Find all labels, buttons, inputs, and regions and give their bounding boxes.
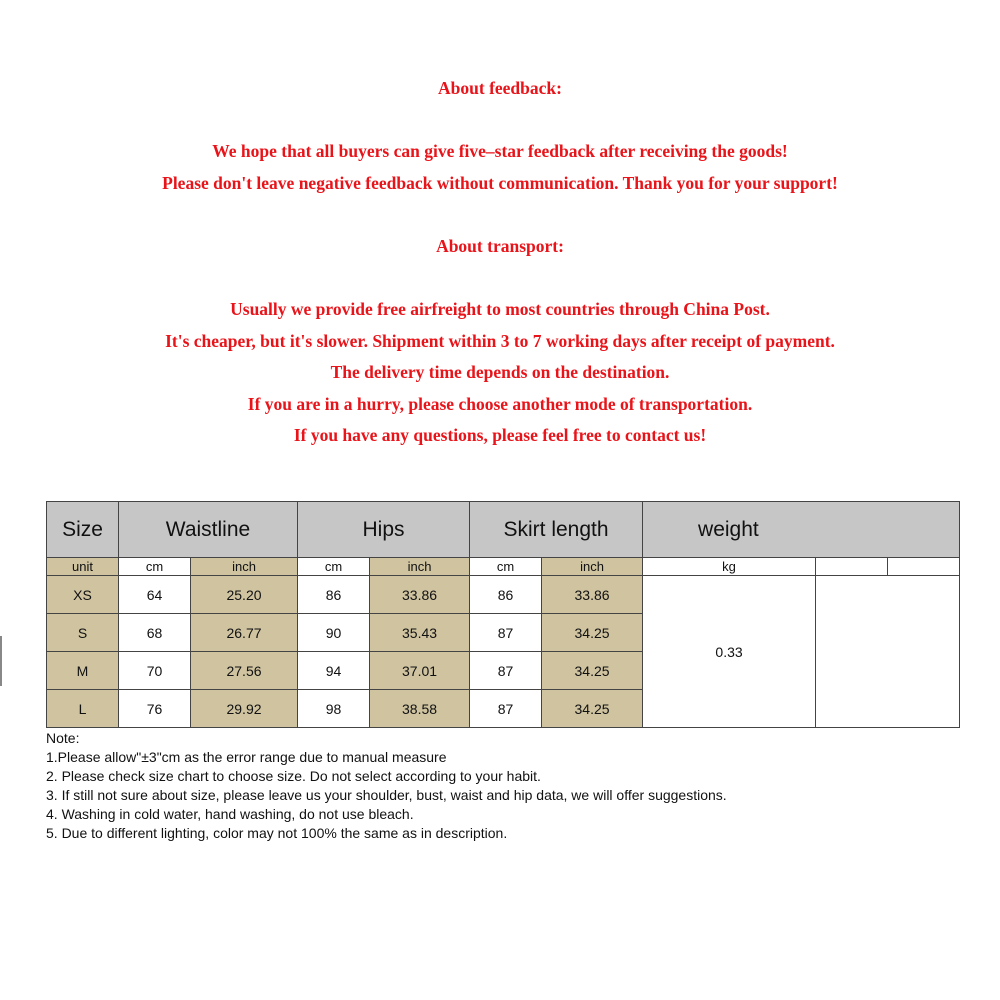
unit-skirt-inch: inch [542, 558, 643, 576]
waist-cm-cell: 68 [119, 614, 191, 652]
hips-cm-cell: 94 [298, 652, 370, 690]
size-cell: L [47, 690, 119, 728]
unit-skirt-cm: cm [470, 558, 542, 576]
waist-cm-cell: 64 [119, 576, 191, 614]
header-size: Size [47, 502, 119, 558]
hips-inch-cell: 35.43 [370, 614, 470, 652]
feedback-line-2: Please don't leave negative feedback without communication. Thank you for your support! [162, 173, 838, 193]
waist-cm-cell: 70 [119, 652, 191, 690]
skirt-inch-cell: 34.25 [542, 690, 643, 728]
feedback-line-1: We hope that all buyers can give five–star feedback after receiving the goods! [212, 141, 788, 161]
unit-hips-cm: cm [298, 558, 370, 576]
transport-line-2: It's cheaper, but it's slower. Shipment within 3 to 7 working days after receipt of payment. [165, 331, 835, 351]
skirt-inch-cell: 33.86 [542, 576, 643, 614]
waist-inch-cell: 25.20 [191, 576, 298, 614]
waist-inch-cell: 27.56 [191, 652, 298, 690]
unit-empty-2 [888, 558, 960, 576]
header-skirt-length: Skirt length [470, 502, 643, 558]
note-line: 1.Please allow"±3"cm as the error range due to manual measure [46, 749, 447, 765]
unit-weight-kg: kg [643, 558, 816, 576]
header-hips: Hips [298, 502, 470, 558]
notes-block [46, 729, 906, 843]
size-cell: XS [47, 576, 119, 614]
transport-line-5: If you have any questions, please feel free to contact us! [293, 425, 707, 445]
hips-inch-cell: 33.86 [370, 576, 470, 614]
edge-mark [0, 636, 2, 686]
unit-empty-1 [816, 558, 888, 576]
size-cell: M [47, 652, 119, 690]
waist-inch-cell: 26.77 [191, 614, 298, 652]
waist-cm-cell: 76 [119, 690, 191, 728]
skirt-inch-cell: 34.25 [542, 614, 643, 652]
hips-cm-cell: 86 [298, 576, 370, 614]
unit-hips-inch: inch [370, 558, 470, 576]
note-line: 2. Please check size chart to choose size. Do not select according to your habit. [46, 768, 541, 784]
unit-waist-inch: inch [191, 558, 298, 576]
unit-label: unit [47, 558, 119, 576]
header-row [47, 502, 960, 558]
size-chart-table [46, 501, 960, 728]
transport-line-4: If you are in a hurry, please choose another mode of transportation. [247, 394, 753, 414]
unit-row [47, 558, 960, 576]
hips-cm-cell: 98 [298, 690, 370, 728]
skirt-cm-cell: 87 [470, 614, 542, 652]
hips-cm-cell: 90 [298, 614, 370, 652]
note-title: Note: [46, 730, 80, 746]
note-line: 3. If still not sure about size, please leave us your shoulder, bust, waist and hip data, we will offer suggestions. [46, 787, 727, 803]
hips-inch-cell: 37.01 [370, 652, 470, 690]
note-line: 4. Washing in cold water, hand washing, do not use bleach. [46, 806, 414, 822]
note-line: 5. Due to different lighting, color may not 100% the same as in description. [46, 825, 508, 841]
skirt-inch-cell: 34.25 [542, 652, 643, 690]
skirt-cm-cell: 86 [470, 576, 542, 614]
header-waistline: Waistline [119, 502, 298, 558]
transport-line-1: Usually we provide free airfreight to most countries through China Post. [230, 299, 770, 319]
weight-value-cell: 0.33 [643, 576, 816, 728]
table-row [47, 576, 960, 614]
transport-line-3: The delivery time depends on the destination. [330, 362, 670, 382]
size-cell: S [47, 614, 119, 652]
hips-inch-cell: 38.58 [370, 690, 470, 728]
feedback-heading: About feedback: [438, 78, 562, 98]
skirt-cm-cell: 87 [470, 652, 542, 690]
transport-heading: About transport: [436, 236, 564, 256]
weight-empty-cell [816, 576, 960, 728]
header-weight: weight [643, 502, 960, 558]
waist-inch-cell: 29.92 [191, 690, 298, 728]
unit-waist-cm: cm [119, 558, 191, 576]
skirt-cm-cell: 87 [470, 690, 542, 728]
